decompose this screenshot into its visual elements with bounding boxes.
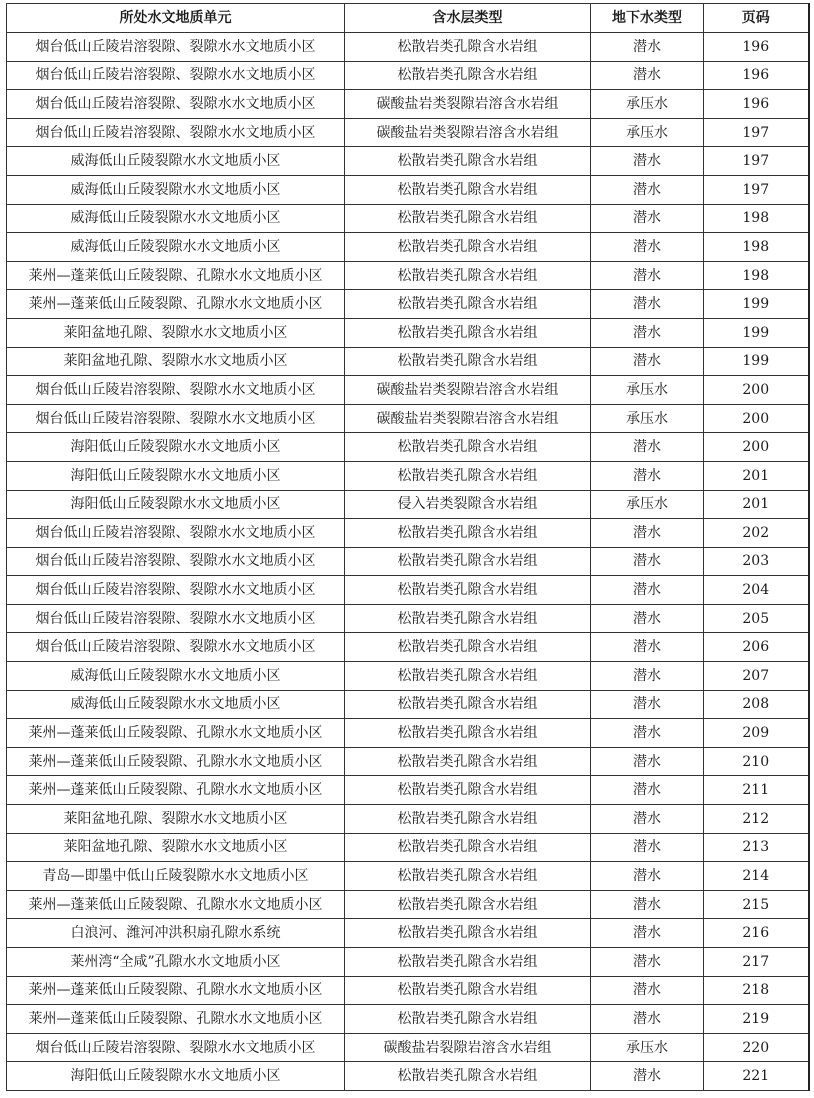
- cell-hydrogeologic-unit: 烟台低山丘陵岩溶裂隙、裂隙水水文地质小区: [7, 547, 345, 576]
- cell-groundwater-type: 潜水: [591, 318, 704, 347]
- cell-hydrogeologic-unit: 白浪河、潍河冲洪积扇孔隙水系统: [7, 919, 345, 948]
- cell-aquifer-type: 松散岩类孔隙含水岩组: [345, 433, 591, 462]
- cell-groundwater-type: 潜水: [591, 633, 704, 662]
- cell-aquifer-type: 松散岩类孔隙含水岩组: [345, 890, 591, 919]
- cell-groundwater-type: 承压水: [591, 404, 704, 433]
- cell-hydrogeologic-unit: 莱州—蓬莱低山丘陵裂隙、孔隙水水文地质小区: [7, 290, 345, 319]
- cell-page-number: 217: [704, 948, 809, 977]
- cell-hydrogeologic-unit: 莱阳盆地孔隙、裂隙水水文地质小区: [7, 318, 345, 347]
- table-row: [7, 576, 809, 605]
- cell-page-number: 197: [704, 175, 809, 204]
- cell-groundwater-type: 潜水: [591, 805, 704, 834]
- cell-aquifer-type: 碳酸盐岩类裂隙岩溶含水岩组: [345, 376, 591, 405]
- header-page-number: 页码: [704, 4, 809, 33]
- cell-page-number: 209: [704, 719, 809, 748]
- cell-hydrogeologic-unit: 海阳低山丘陵裂隙水水文地质小区: [7, 490, 345, 519]
- header-groundwater-type: 地下水类型: [591, 4, 704, 33]
- cell-hydrogeologic-unit: 莱阳盆地孔隙、裂隙水水文地质小区: [7, 805, 345, 834]
- table-row: [7, 919, 809, 948]
- cell-aquifer-type: 松散岩类孔隙含水岩组: [345, 747, 591, 776]
- cell-page-number: 199: [704, 290, 809, 319]
- cell-groundwater-type: 潜水: [591, 604, 704, 633]
- cell-groundwater-type: 潜水: [591, 948, 704, 977]
- cell-hydrogeologic-unit: 烟台低山丘陵岩溶裂隙、裂隙水水文地质小区: [7, 633, 345, 662]
- table-row: [7, 890, 809, 919]
- cell-groundwater-type: 潜水: [591, 519, 704, 548]
- cell-hydrogeologic-unit: 威海低山丘陵裂隙水水文地质小区: [7, 147, 345, 176]
- cell-aquifer-type: 松散岩类孔隙含水岩组: [345, 862, 591, 891]
- cell-hydrogeologic-unit: 烟台低山丘陵岩溶裂隙、裂隙水水文地质小区: [7, 404, 345, 433]
- cell-groundwater-type: 承压水: [591, 118, 704, 147]
- cell-page-number: 197: [704, 118, 809, 147]
- table-row: [7, 90, 809, 119]
- cell-aquifer-type: 松散岩类孔隙含水岩组: [345, 1062, 591, 1091]
- cell-aquifer-type: 松散岩类孔隙含水岩组: [345, 318, 591, 347]
- cell-aquifer-type: 松散岩类孔隙含水岩组: [345, 290, 591, 319]
- cell-aquifer-type: 松散岩类孔隙含水岩组: [345, 976, 591, 1005]
- cell-groundwater-type: 潜水: [591, 690, 704, 719]
- cell-hydrogeologic-unit: 烟台低山丘陵岩溶裂隙、裂隙水水文地质小区: [7, 33, 345, 62]
- table-header-row: [7, 4, 809, 33]
- cell-groundwater-type: 潜水: [591, 347, 704, 376]
- cell-page-number: 216: [704, 919, 809, 948]
- cell-hydrogeologic-unit: 烟台低山丘陵岩溶裂隙、裂隙水水文地质小区: [7, 118, 345, 147]
- cell-groundwater-type: 潜水: [591, 1005, 704, 1034]
- cell-hydrogeologic-unit: 莱阳盆地孔隙、裂隙水水文地质小区: [7, 347, 345, 376]
- cell-page-number: 207: [704, 662, 809, 691]
- cell-hydrogeologic-unit: 威海低山丘陵裂隙水水文地质小区: [7, 690, 345, 719]
- cell-aquifer-type: 松散岩类孔隙含水岩组: [345, 233, 591, 262]
- cell-aquifer-type: 松散岩类孔隙含水岩组: [345, 204, 591, 233]
- cell-hydrogeologic-unit: 烟台低山丘陵岩溶裂隙、裂隙水水文地质小区: [7, 576, 345, 605]
- table-row: [7, 347, 809, 376]
- cell-aquifer-type: 碳酸盐岩类裂隙岩溶含水岩组: [345, 118, 591, 147]
- cell-groundwater-type: 潜水: [591, 261, 704, 290]
- cell-aquifer-type: 松散岩类孔隙含水岩组: [345, 1005, 591, 1034]
- cell-hydrogeologic-unit: 莱州—蓬莱低山丘陵裂隙、孔隙水水文地质小区: [7, 261, 345, 290]
- cell-page-number: 200: [704, 433, 809, 462]
- cell-page-number: 219: [704, 1005, 809, 1034]
- table-row: [7, 633, 809, 662]
- cell-groundwater-type: 承压水: [591, 376, 704, 405]
- cell-page-number: 215: [704, 890, 809, 919]
- cell-aquifer-type: 松散岩类孔隙含水岩组: [345, 519, 591, 548]
- cell-hydrogeologic-unit: 海阳低山丘陵裂隙水水文地质小区: [7, 461, 345, 490]
- cell-page-number: 198: [704, 204, 809, 233]
- cell-groundwater-type: 潜水: [591, 919, 704, 948]
- cell-groundwater-type: 承压水: [591, 490, 704, 519]
- table-row: [7, 1033, 809, 1062]
- cell-aquifer-type: 松散岩类孔隙含水岩组: [345, 948, 591, 977]
- cell-aquifer-type: 松散岩类孔隙含水岩组: [345, 633, 591, 662]
- cell-groundwater-type: 承压水: [591, 1033, 704, 1062]
- cell-groundwater-type: 潜水: [591, 33, 704, 62]
- table-row: [7, 33, 809, 62]
- cell-aquifer-type: 松散岩类孔隙含水岩组: [345, 919, 591, 948]
- cell-aquifer-type: 松散岩类孔隙含水岩组: [345, 547, 591, 576]
- cell-page-number: 213: [704, 833, 809, 862]
- cell-groundwater-type: 潜水: [591, 290, 704, 319]
- cell-page-number: 202: [704, 519, 809, 548]
- cell-aquifer-type: 松散岩类孔隙含水岩组: [345, 604, 591, 633]
- table-row: [7, 318, 809, 347]
- cell-groundwater-type: 潜水: [591, 976, 704, 1005]
- cell-hydrogeologic-unit: 威海低山丘陵裂隙水水文地质小区: [7, 204, 345, 233]
- table-row: [7, 404, 809, 433]
- table-row: [7, 805, 809, 834]
- table-row: [7, 261, 809, 290]
- cell-aquifer-type: 碳酸盐岩裂隙岩溶含水岩组: [345, 1033, 591, 1062]
- cell-groundwater-type: 潜水: [591, 890, 704, 919]
- table-row: [7, 490, 809, 519]
- hydrogeology-table: [6, 3, 810, 1091]
- cell-page-number: 200: [704, 404, 809, 433]
- table-row: [7, 175, 809, 204]
- cell-aquifer-type: 松散岩类孔隙含水岩组: [345, 261, 591, 290]
- table-row: [7, 147, 809, 176]
- cell-groundwater-type: 潜水: [591, 576, 704, 605]
- cell-hydrogeologic-unit: 莱州湾“全咸”孔隙水水文地质小区: [7, 948, 345, 977]
- table-row: [7, 376, 809, 405]
- cell-aquifer-type: 侵入岩类裂隙含水岩组: [345, 490, 591, 519]
- table-row: [7, 290, 809, 319]
- table-body: [7, 33, 809, 1091]
- table-row: [7, 948, 809, 977]
- cell-aquifer-type: 松散岩类孔隙含水岩组: [345, 61, 591, 90]
- cell-hydrogeologic-unit: 烟台低山丘陵岩溶裂隙、裂隙水水文地质小区: [7, 1033, 345, 1062]
- cell-hydrogeologic-unit: 莱州—蓬莱低山丘陵裂隙、孔隙水水文地质小区: [7, 890, 345, 919]
- cell-page-number: 198: [704, 233, 809, 262]
- cell-groundwater-type: 承压水: [591, 90, 704, 119]
- cell-page-number: 196: [704, 90, 809, 119]
- cell-page-number: 210: [704, 747, 809, 776]
- header-aquifer-type: 含水层类型: [345, 4, 591, 33]
- cell-aquifer-type: 碳酸盐岩类裂隙岩溶含水岩组: [345, 404, 591, 433]
- cell-groundwater-type: 潜水: [591, 776, 704, 805]
- cell-hydrogeologic-unit: 烟台低山丘陵岩溶裂隙、裂隙水水文地质小区: [7, 604, 345, 633]
- table-row: [7, 862, 809, 891]
- cell-groundwater-type: 潜水: [591, 547, 704, 576]
- cell-hydrogeologic-unit: 烟台低山丘陵岩溶裂隙、裂隙水水文地质小区: [7, 519, 345, 548]
- cell-groundwater-type: 潜水: [591, 175, 704, 204]
- cell-hydrogeologic-unit: 莱州—蓬莱低山丘陵裂隙、孔隙水水文地质小区: [7, 719, 345, 748]
- cell-hydrogeologic-unit: 莱州—蓬莱低山丘陵裂隙、孔隙水水文地质小区: [7, 776, 345, 805]
- cell-page-number: 208: [704, 690, 809, 719]
- table-row: [7, 662, 809, 691]
- cell-page-number: 218: [704, 976, 809, 1005]
- table-row: [7, 690, 809, 719]
- cell-page-number: 197: [704, 147, 809, 176]
- cell-page-number: 214: [704, 862, 809, 891]
- cell-groundwater-type: 潜水: [591, 204, 704, 233]
- table-row: [7, 519, 809, 548]
- cell-hydrogeologic-unit: 烟台低山丘陵岩溶裂隙、裂隙水水文地质小区: [7, 90, 345, 119]
- cell-aquifer-type: 松散岩类孔隙含水岩组: [345, 690, 591, 719]
- cell-page-number: 204: [704, 576, 809, 605]
- table-row: [7, 833, 809, 862]
- cell-aquifer-type: 碳酸盐岩类裂隙岩溶含水岩组: [345, 90, 591, 119]
- cell-page-number: 206: [704, 633, 809, 662]
- cell-groundwater-type: 潜水: [591, 147, 704, 176]
- cell-page-number: 200: [704, 376, 809, 405]
- cell-hydrogeologic-unit: 烟台低山丘陵岩溶裂隙、裂隙水水文地质小区: [7, 61, 345, 90]
- table-row: [7, 747, 809, 776]
- cell-groundwater-type: 潜水: [591, 862, 704, 891]
- cell-hydrogeologic-unit: 青岛—即墨中低山丘陵裂隙水水文地质小区: [7, 862, 345, 891]
- table-row: [7, 204, 809, 233]
- cell-aquifer-type: 松散岩类孔隙含水岩组: [345, 719, 591, 748]
- cell-aquifer-type: 松散岩类孔隙含水岩组: [345, 175, 591, 204]
- cell-page-number: 198: [704, 261, 809, 290]
- cell-hydrogeologic-unit: 莱州—蓬莱低山丘陵裂隙、孔隙水水文地质小区: [7, 976, 345, 1005]
- cell-aquifer-type: 松散岩类孔隙含水岩组: [345, 33, 591, 62]
- cell-page-number: 196: [704, 61, 809, 90]
- cell-hydrogeologic-unit: 威海低山丘陵裂隙水水文地质小区: [7, 233, 345, 262]
- table-row: [7, 433, 809, 462]
- cell-hydrogeologic-unit: 海阳低山丘陵裂隙水水文地质小区: [7, 1062, 345, 1091]
- cell-groundwater-type: 潜水: [591, 233, 704, 262]
- cell-page-number: 203: [704, 547, 809, 576]
- cell-aquifer-type: 松散岩类孔隙含水岩组: [345, 147, 591, 176]
- cell-groundwater-type: 潜水: [591, 61, 704, 90]
- table-row: [7, 461, 809, 490]
- table-row: [7, 233, 809, 262]
- cell-aquifer-type: 松散岩类孔隙含水岩组: [345, 347, 591, 376]
- table-row: [7, 118, 809, 147]
- table-row: [7, 61, 809, 90]
- cell-groundwater-type: 潜水: [591, 461, 704, 490]
- cell-aquifer-type: 松散岩类孔隙含水岩组: [345, 776, 591, 805]
- cell-groundwater-type: 潜水: [591, 719, 704, 748]
- cell-groundwater-type: 潜水: [591, 1062, 704, 1091]
- cell-page-number: 220: [704, 1033, 809, 1062]
- cell-page-number: 211: [704, 776, 809, 805]
- cell-page-number: 212: [704, 805, 809, 834]
- cell-groundwater-type: 潜水: [591, 662, 704, 691]
- cell-groundwater-type: 潜水: [591, 833, 704, 862]
- cell-page-number: 196: [704, 33, 809, 62]
- cell-page-number: 201: [704, 490, 809, 519]
- table-row: [7, 976, 809, 1005]
- table-row: [7, 1005, 809, 1034]
- table-row: [7, 776, 809, 805]
- cell-aquifer-type: 松散岩类孔隙含水岩组: [345, 833, 591, 862]
- cell-hydrogeologic-unit: 海阳低山丘陵裂隙水水文地质小区: [7, 433, 345, 462]
- cell-aquifer-type: 松散岩类孔隙含水岩组: [345, 576, 591, 605]
- cell-page-number: 201: [704, 461, 809, 490]
- cell-aquifer-type: 松散岩类孔隙含水岩组: [345, 461, 591, 490]
- cell-hydrogeologic-unit: 莱州—蓬莱低山丘陵裂隙、孔隙水水文地质小区: [7, 1005, 345, 1034]
- cell-page-number: 221: [704, 1062, 809, 1091]
- table-row: [7, 547, 809, 576]
- cell-groundwater-type: 潜水: [591, 433, 704, 462]
- header-hydrogeologic-unit: 所处水文地质单元: [7, 4, 345, 33]
- cell-groundwater-type: 潜水: [591, 747, 704, 776]
- table-row: [7, 1062, 809, 1091]
- cell-hydrogeologic-unit: 莱阳盆地孔隙、裂隙水水文地质小区: [7, 833, 345, 862]
- cell-aquifer-type: 松散岩类孔隙含水岩组: [345, 662, 591, 691]
- cell-hydrogeologic-unit: 烟台低山丘陵岩溶裂隙、裂隙水水文地质小区: [7, 376, 345, 405]
- table-row: [7, 604, 809, 633]
- cell-page-number: 199: [704, 347, 809, 376]
- cell-page-number: 205: [704, 604, 809, 633]
- cell-hydrogeologic-unit: 威海低山丘陵裂隙水水文地质小区: [7, 175, 345, 204]
- table-row: [7, 719, 809, 748]
- cell-hydrogeologic-unit: 莱州—蓬莱低山丘陵裂隙、孔隙水水文地质小区: [7, 747, 345, 776]
- cell-page-number: 199: [704, 318, 809, 347]
- cell-hydrogeologic-unit: 威海低山丘陵裂隙水水文地质小区: [7, 662, 345, 691]
- cell-aquifer-type: 松散岩类孔隙含水岩组: [345, 805, 591, 834]
